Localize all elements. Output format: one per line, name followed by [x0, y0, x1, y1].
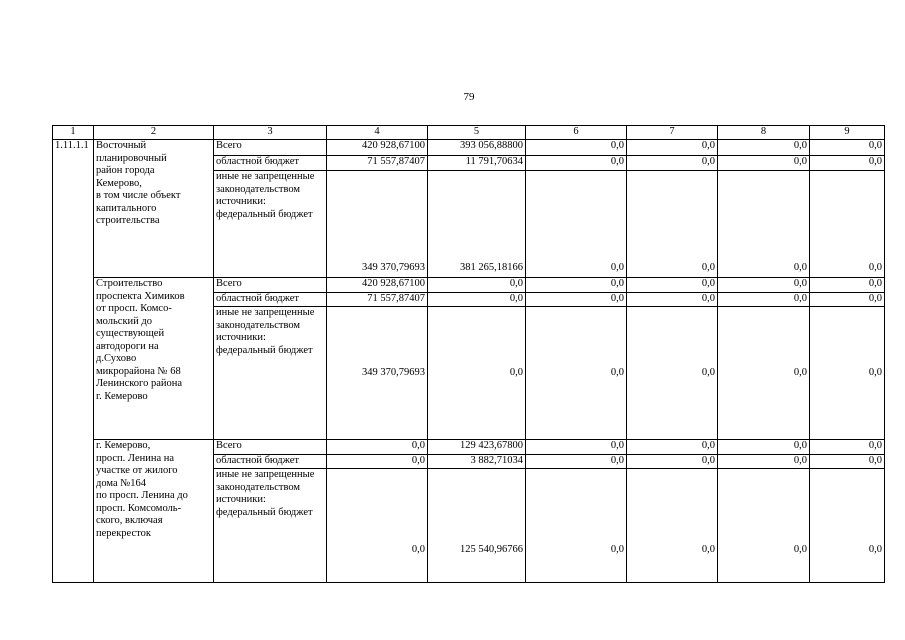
- value-cell: 0,0: [810, 156, 885, 171]
- value-cell: 0,0: [627, 293, 718, 307]
- source-label: областной бюджет: [214, 156, 327, 171]
- header-cell: 7: [627, 126, 718, 140]
- source-label: иные не запрещенные законодательством источники: федеральный бюджет: [214, 469, 327, 583]
- object-name: Строительство проспекта Химиков от просп. Комсо- мольский до существующей автодороги на д.Сухово микрорайона № 68 Ленинского района г. Кемерово: [94, 278, 214, 440]
- value-cell: 0,0: [627, 140, 718, 156]
- value-cell: 0,0: [627, 469, 718, 583]
- value-cell: 0,0: [627, 171, 718, 278]
- source-label: Всего: [214, 140, 327, 156]
- value-cell: 71 557,87407: [327, 293, 428, 307]
- value-cell: 0,0: [526, 140, 627, 156]
- value-cell: 0,0: [428, 278, 526, 293]
- table-row: [53, 140, 885, 156]
- value-cell: 0,0: [327, 469, 428, 583]
- source-label: иные не запрещенные законодательством источники: федеральный бюджет: [214, 171, 327, 278]
- value-cell: 0,0: [526, 455, 627, 469]
- object-name: г. Кемерово, просп. Ленина на участке от жилого дома №164 по просп. Ленина до просп. Комсомоль- ского, включая перекресток: [94, 440, 214, 583]
- value-cell: 349 370,79693: [327, 171, 428, 278]
- header-row: [53, 126, 885, 140]
- value-cell: 0,0: [627, 455, 718, 469]
- value-cell: 129 423,67800: [428, 440, 526, 455]
- value-cell: 0,0: [526, 156, 627, 171]
- value-cell: 0,0: [718, 278, 810, 293]
- page-number: 79: [463, 91, 475, 103]
- header-cell: 3: [214, 126, 327, 140]
- row-code: 1.11.1.1: [53, 140, 94, 583]
- header-cell: 2: [94, 126, 214, 140]
- value-cell: 0,0: [718, 455, 810, 469]
- source-label: Всего: [214, 440, 327, 455]
- value-cell: 0,0: [428, 293, 526, 307]
- value-cell: 0,0: [810, 455, 885, 469]
- object-name: Восточный планировочный район города Кемерово, в том числе объект капитального строительства: [94, 140, 214, 278]
- value-cell: 0,0: [526, 278, 627, 293]
- value-cell: 0,0: [526, 307, 627, 440]
- value-cell: 3 882,71034: [428, 455, 526, 469]
- header-cell: 9: [810, 126, 885, 140]
- value-cell: 0,0: [718, 293, 810, 307]
- value-cell: 0,0: [810, 278, 885, 293]
- value-cell: 11 791,70634: [428, 156, 526, 171]
- value-cell: 420 928,67100: [327, 140, 428, 156]
- value-cell: 0,0: [718, 440, 810, 455]
- value-cell: 0,0: [526, 293, 627, 307]
- value-cell: 71 557,87407: [327, 156, 428, 171]
- value-cell: 0,0: [627, 307, 718, 440]
- value-cell: 0,0: [718, 307, 810, 440]
- value-cell: 0,0: [810, 469, 885, 583]
- value-cell: 0,0: [627, 278, 718, 293]
- value-cell: 0,0: [718, 156, 810, 171]
- source-label: иные не запрещенные законодательством источники: федеральный бюджет: [214, 307, 327, 440]
- table-row: [53, 440, 885, 455]
- source-label: Всего: [214, 278, 327, 293]
- value-cell: 349 370,79693: [327, 307, 428, 440]
- header-cell: 8: [718, 126, 810, 140]
- value-cell: 0,0: [327, 440, 428, 455]
- value-cell: 0,0: [718, 171, 810, 278]
- table-row: [53, 278, 885, 293]
- value-cell: 0,0: [718, 469, 810, 583]
- header-cell: 6: [526, 126, 627, 140]
- value-cell: 0,0: [810, 171, 885, 278]
- value-cell: 0,0: [627, 156, 718, 171]
- source-label: областной бюджет: [214, 293, 327, 307]
- value-cell: 0,0: [810, 293, 885, 307]
- value-cell: 0,0: [526, 440, 627, 455]
- value-cell: 0,0: [428, 307, 526, 440]
- value-cell: 0,0: [627, 440, 718, 455]
- value-cell: 381 265,18166: [428, 171, 526, 278]
- value-cell: 393 056,88800: [428, 140, 526, 156]
- header-cell: 5: [428, 126, 526, 140]
- value-cell: 125 540,96766: [428, 469, 526, 583]
- header-cell: 4: [327, 126, 428, 140]
- value-cell: 0,0: [810, 307, 885, 440]
- value-cell: 0,0: [718, 140, 810, 156]
- source-label: областной бюджет: [214, 455, 327, 469]
- value-cell: 420 928,67100: [327, 278, 428, 293]
- value-cell: 0,0: [327, 455, 428, 469]
- value-cell: 0,0: [526, 171, 627, 278]
- value-cell: 0,0: [810, 440, 885, 455]
- header-cell: 1: [53, 126, 94, 140]
- value-cell: 0,0: [526, 469, 627, 583]
- budget-table: [52, 125, 885, 583]
- value-cell: 0,0: [810, 140, 885, 156]
